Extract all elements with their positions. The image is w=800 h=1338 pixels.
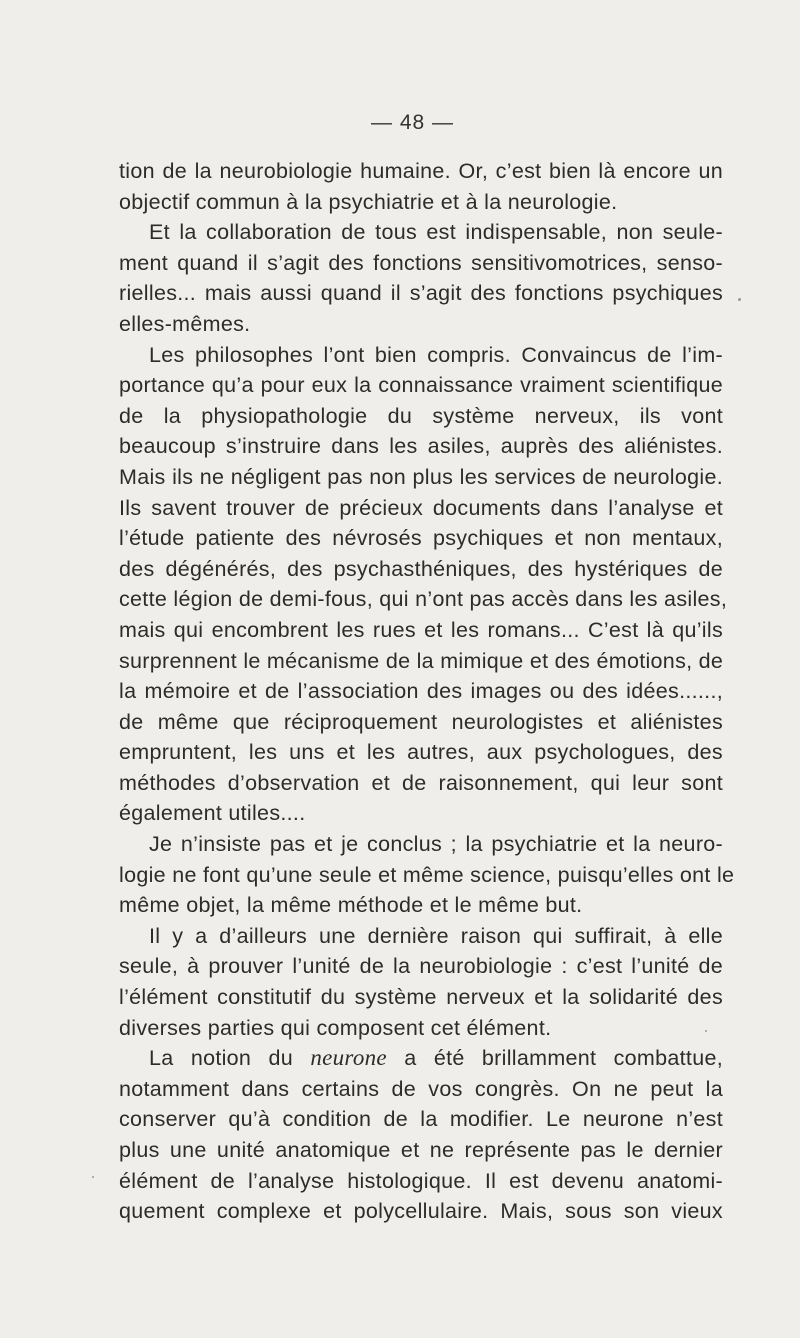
- text-line: plus une unité anatomique et ne représente pas le dernier: [119, 1138, 723, 1162]
- text-line: l’élément constitutif du système nerveux et la solidarité des: [119, 985, 723, 1010]
- text-line: des dégénérés, des psychasthéniques, des hystériques de: [119, 556, 723, 581]
- text-line: empruntent, les uns et les autres, aux psychologues, des: [119, 740, 723, 765]
- text-line: ment quand il s’agit des fonctions sensitivomotrices, senso-: [119, 250, 723, 275]
- text-line: elles-mêmes.: [119, 311, 251, 336]
- text-line: notamment dans certains de vos congrès. On ne peut la: [119, 1076, 723, 1101]
- line-suffix: a été brillamment combattue,: [404, 1046, 723, 1071]
- text-line: portance qu’a pour eux la connaissance vraiment scientifique: [119, 373, 723, 398]
- text-line: Et la collaboration de tous est indispensable, non seule-: [149, 220, 723, 245]
- text-line: de la physiopathologie du système nerveux, ils vont: [119, 403, 723, 428]
- text-line: tion de la neurobiologie humaine. Or, c’est bien là encore un: [119, 159, 723, 183]
- paper-speck: [738, 298, 741, 301]
- text-line: conserver qu’à condition de la modifier. Le neurone n’est: [119, 1107, 723, 1132]
- text-line: Mais ils ne négligent pas non plus les services de neurologie.: [119, 464, 723, 489]
- paper-speck: [92, 1176, 94, 1178]
- text-line: également utiles....: [119, 801, 306, 826]
- text-line: méthodes d’observation et de raisonnement, qui leur sont: [119, 770, 723, 795]
- text-line: logie ne font qu’une seule et même science, puisqu’elles ont le: [119, 862, 735, 887]
- paper-speck: [705, 1030, 707, 1032]
- text-line: rielles... mais aussi quand il s’agit des fonctions psychiques: [119, 281, 723, 306]
- text-line: élément de l’analyse histologique. Il est devenu anatomi-: [119, 1168, 723, 1193]
- text-line: surprennent le mécanisme de la mimique et des émotions, de: [119, 648, 724, 673]
- italic-term-neurone: neurone: [310, 1045, 387, 1071]
- line-prefix: La notion du: [149, 1046, 294, 1071]
- text-line: objectif commun à la psychiatrie et à la neurologie.: [119, 189, 618, 214]
- text-line-neurone: [119, 1043, 723, 1074]
- text-line: seule, à prouver l’unité de la neurobiologie : c’est l’unité de: [119, 954, 723, 979]
- text-line: Il y a d’ailleurs une dernière raison qui suffirait, à elle: [149, 923, 723, 948]
- text-line: même objet, la même méthode et le même but.: [119, 893, 583, 918]
- text-line: cette légion de demi-fous, qui n’ont pas accès dans les asiles,: [119, 587, 728, 612]
- page-number: — 48 —: [370, 111, 455, 134]
- text-line: quement complexe et polycellulaire. Mais, sous son vieux: [119, 1199, 723, 1224]
- text-line: l’étude patiente des névrosés psychiques et non mentaux,: [119, 526, 723, 551]
- body-text: [119, 156, 735, 1227]
- text-line: de même que réciproquement neurologistes et aliénistes: [119, 709, 723, 734]
- text-line: mais qui encombrent les rues et les romans... C’est là qu’ils: [119, 617, 723, 642]
- text-line: la mémoire et de l’association des images ou des idées......,: [119, 679, 723, 704]
- text-line: Ils savent trouver de précieux documents dans l’analyse et: [119, 495, 723, 520]
- text-line: diverses parties qui composent cet élément.: [119, 1015, 552, 1040]
- text-line: beaucoup s’instruire dans les asiles, auprès des aliénistes.: [119, 434, 723, 459]
- text-line: Les philosophes l’ont bien compris. Convaincus de l’im-: [149, 342, 723, 367]
- text-line: Je n’insiste pas et je conclus ; la psychiatrie et la neuro-: [149, 832, 723, 857]
